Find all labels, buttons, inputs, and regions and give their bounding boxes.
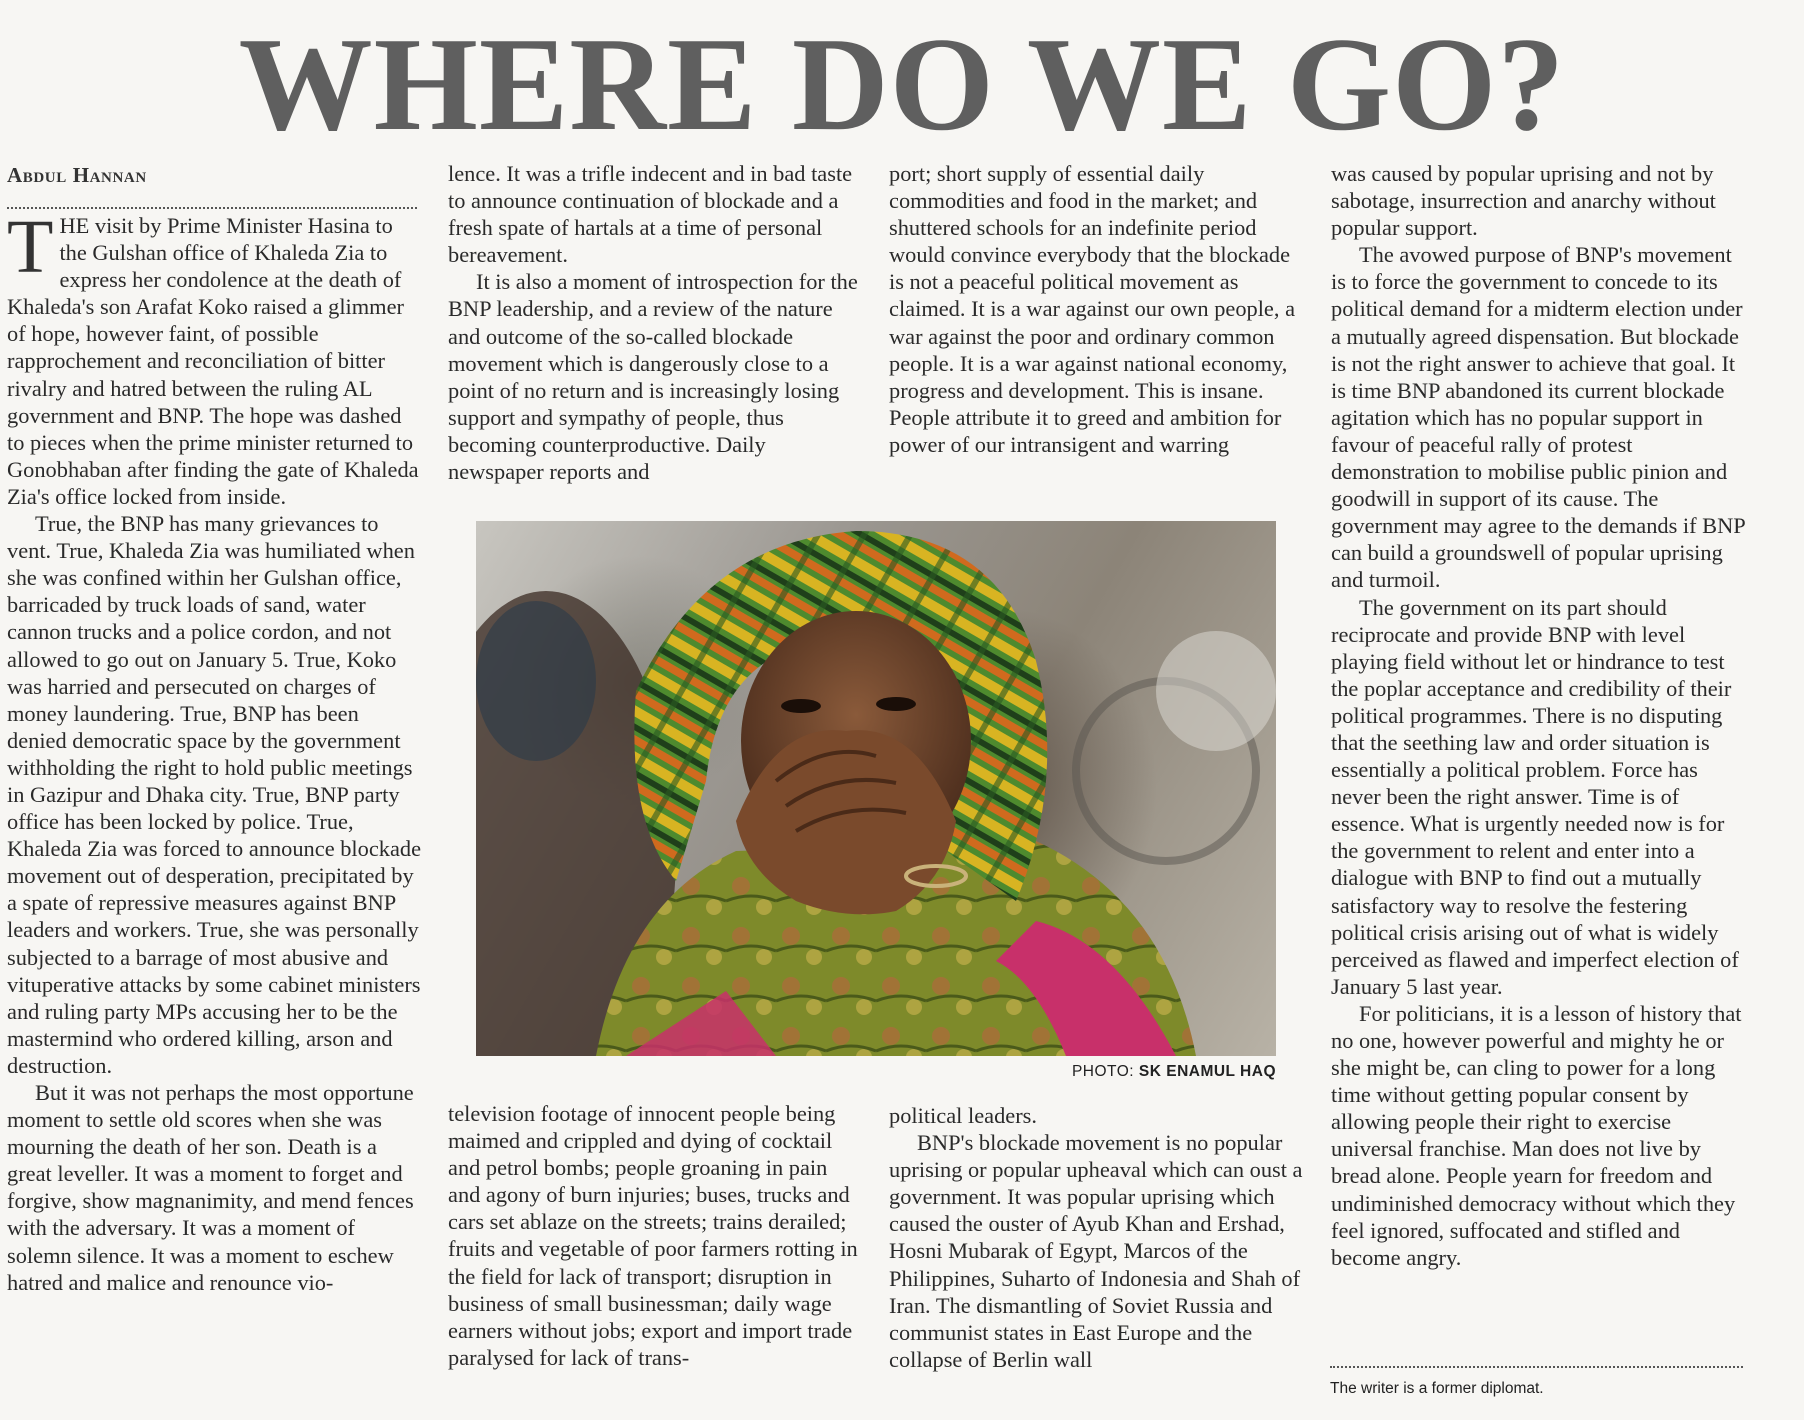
- footnote-divider: [1330, 1366, 1743, 1368]
- photo-illustration: [476, 521, 1276, 1056]
- paragraph-6: port; short supply of essential daily commodities and food in the market; and shuttered schools for an indefinite period would convince everybody that the blockade is not a peaceful political movement as claimed. It is a war against our own people, a war against the poor and ordinary common people. It is a war against national economy, progress and development. This is insane. People attribute it to greed and ambition for power of our intransigent and warring: [889, 161, 1296, 457]
- paragraph-1: [7, 212, 423, 510]
- paragraph-9: The government on its part should reciprocate and provide BNP with level playing field without let or hindrance to test the poplar acceptance and credibility of their political programmes. There is no disputing that the seething law and order situation is essentially a political problem. Force has never been the right answer. Time is of essence. What is urgently needed now is for the government to relent and enter into a dialogue with BNP to find out a mutually satisfactory way to resolve the festering political crisis arising out of what is widely perceived as flawed and imperfect election of January 5 last year.: [1331, 594, 1739, 999]
- byline: Abdul Hannan: [7, 163, 147, 187]
- byline-divider: [7, 207, 417, 209]
- paragraph-8: The avowed purpose of BNP's movement is to force the government to concede to its political demand for a midterm election under a mutually agreed dispensation. But blockade is not the right answer to achieve that goal. It is time BNP abandoned its current blockade agitation which has no popular support in favour of peaceful rally of protest demonstration to mobilise public pinion and goodwill in support of its cause. The government may agree to the demands if BNP can build a groundswell of popular uprising and turmoil.: [1331, 242, 1745, 593]
- drop-cap: T: [7, 212, 54, 289]
- paragraph-4: lence. It was a trifle indecent and in bad taste to announce continuation of blockade and a fresh spate of hartals at a time of personal bereavement.: [448, 161, 853, 268]
- paragraph-10: For politicians, it is a lesson of history that no one, however powerful and mighty he or she might be, can cling to power for a long time without getting popular consent by allowing people their right to exercise universal franchise. Man does not live by bread alone. People yearn for freedom and undiminished democracy without which they feel ignored, suffocated and stifled and become angry.: [1331, 1000, 1742, 1270]
- paragraph-1-text: HE visit by Prime Minister Hasina to the Gulshan office of Khaleda Zia to express her condolence at the death of Khaleda's son Arafat Koko raised a glimmer of hope, however faint, of possible rapprochement and reconciliation of bitter rivalry and hatred between the ruling AL government and BNP. The hope was dashed to pieces when the prime minister returned to Gonobhaban after finding the gate of Khaleda Zia's office locked from inside.: [7, 213, 419, 509]
- photo-credit-name: SK ENAMUL HAQ: [1138, 1063, 1276, 1080]
- column-4: [1331, 160, 1747, 1355]
- photo-credit-prefix: PHOTO:: [1071, 1063, 1135, 1080]
- paragraph-12: political leaders.: [889, 1103, 1037, 1128]
- headline: WHERE DO WE GO?: [238, 10, 1566, 158]
- column-1: [7, 212, 423, 1407]
- footnote: The writer is a former diplomat.: [1330, 1380, 1544, 1397]
- paragraph-5: It is also a moment of introspection for the BNP leadership, and a review of the nature and outcome of the so-called blockade movement which is dangerously close to a point of no return and is increasingly losing support and sympathy of people, thus becoming counterproductive. Daily newspaper reports and: [448, 269, 858, 485]
- photo-credit: [1000, 1063, 1276, 1081]
- paragraph-13: BNP's blockade movement is no popular uprising or popular upheaval which can oust a government. It was popular uprising which caused the ouster of Ayub Khan and Ershad, Hosni Mubarak of Egypt, Marcos of the Philippines, Suharto of Indonesia and Shah of Iran. The dismantling of Soviet Russia and communist states in East Europe and the collapse of Berlin wall: [889, 1130, 1303, 1372]
- paragraph-7: was caused by popular uprising and not by sabotage, insurrection and anarchy without popular support.: [1331, 161, 1716, 241]
- column-2-top: [448, 160, 864, 492]
- paragraph-2: True, the BNP has many grievances to vent. True, Khaleda Zia was humiliated when she was confined within her Gulshan office, barricaded by truck loads of sand, water cannon trucks and a police cordon, and not allowed to go out on January 5. True, Koko was harried and persecuted on charges of money laundering. True, BNP has been denied democratic space by the government withholding the right to hold public meetings in Gazipur and Dhaka city. True, BNP party office has been locked by police. True, Khaleda Zia was forced to announce blockade movement out of desperation, precipitated by a spate of repressive measures against BNP leaders and workers. True, she was personally subjected to a barrage of most abusive and vituperative attacks by some cabinet ministers and ruling party MPs accusing her to be the mastermind who ordered killing, arson and destruction.: [7, 511, 422, 1078]
- column-3-top: [889, 160, 1305, 492]
- paragraph-3: But it was not perhaps the most opportune moment to settle old scores when she was mourning the death of her son. Death is a great leveller. It was a moment to forget and forgive, show magnanimity, and mend fences with the adversary. It was a moment of solemn silence. It was a moment to eschew hatred and malice and renounce vio-: [7, 1080, 414, 1295]
- news-photo: [476, 521, 1276, 1056]
- column-2-bottom: [448, 1100, 864, 1405]
- paragraph-11: television footage of innocent people being maimed and crippled and dying of cocktail and petrol bombs; people groaning in pain and agony of burn injuries; buses, trucks and cars set ablaze on the streets; trains derailed; fruits and vegetable of poor farmers rotting in the field for lack of transport; disruption in business of small businessman; daily wage earners without jobs; export and import trade paralysed for lack of trans-: [448, 1101, 858, 1370]
- column-3-bottom: [889, 1102, 1305, 1407]
